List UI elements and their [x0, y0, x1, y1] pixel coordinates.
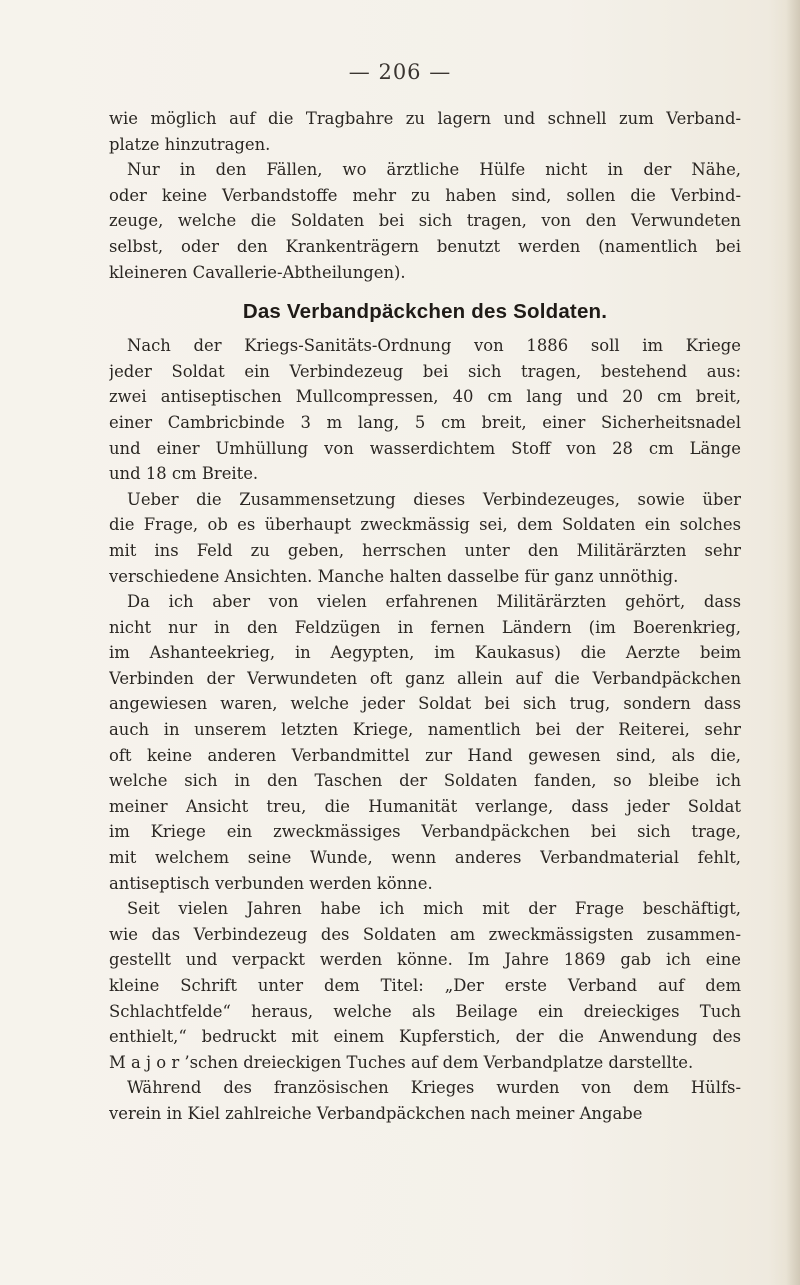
text-line: kleineren Cavallerie-Abtheilungen). — [109, 262, 406, 282]
text-line: gestellt und verpackt werden könne. Im Jahre 1869 gab ich eine — [109, 950, 741, 970]
text-line: die Frage, ob es überhaupt zweckmässig sei, dem Soldaten ein solches — [109, 515, 741, 535]
text-line: mit welchem seine Wunde, wenn anderes Verbandmaterial fehlt, — [109, 848, 741, 868]
text-line: und 18 cm Breite. — [109, 464, 259, 484]
text-line: nicht nur in den Feldzügen in fernen Ländern (im Boerenkrieg, — [109, 617, 741, 637]
text-line: oft keine anderen Verbandmittel zur Hand gewesen sind, als die, — [109, 745, 741, 765]
text-line: verein in Kiel zahlreiche Verbandpäckchen nach meiner Angabe — [109, 1103, 643, 1123]
text-line: kleine Schrift unter dem Titel: „Der erste Verband auf dem — [109, 976, 741, 995]
text-line: Da ich aber von vielen erfahrenen Militärärzten gehört, dass — [127, 592, 741, 612]
page-number: — 206 — — [348, 60, 452, 84]
text-line: Verbinden der Verwundeten oft ganz allein auf die Verbandpäckchen — [109, 668, 741, 688]
text-line: oder keine Verbandstoffe mehr zu haben sind, sollen die Verbind- — [109, 185, 741, 205]
text-line: im Ashanteekrieg, in Aegypten, im Kaukasus) die Aerzte beim — [109, 643, 741, 663]
text-line: im Kriege ein zweckmässiges Verbandpäckchen bei sich trage, — [109, 822, 741, 842]
text-line: Nur in den Fällen, wo ärztliche Hülfe nicht in der Nähe, — [127, 160, 741, 180]
body-text — [109, 106, 741, 1127]
text-line: selbst, oder den Krankenträgern benutzt werden (namentlich bei — [109, 236, 741, 256]
text-line: Während des französischen Krieges wurden von dem Hülfs- — [127, 1078, 741, 1098]
text-line: Schlachtfelde“ heraus, welche als Beilage ein dreieckiges Tuch — [109, 1001, 741, 1021]
text-line: M a j o r ’schen dreieckigen Tuches auf dem Verbandplatze darstellte. — [109, 1052, 694, 1072]
text-line: und einer Umhüllung von wasserdichtem Stoff von 28 cm Länge — [109, 438, 741, 458]
text-line: auch in unserem letzten Kriege, namentlich bei der Reiterei, sehr — [109, 720, 741, 740]
text-line: wie das Verbindezeug des Soldaten am zweckmässigsten zusammen- — [109, 924, 741, 944]
text-line: Ueber die Zusammensetzung dieses Verbindezeuges, sowie über — [127, 489, 741, 509]
text-line: meiner Ansicht treu, die Humanität verlange, dass jeder Soldat — [109, 796, 741, 816]
text-line: jeder Soldat ein Verbindezeug bei sich tragen, bestehend aus: — [109, 361, 741, 381]
text-line: mit ins Feld zu geben, herrschen unter den Militärärzten sehr — [109, 540, 741, 560]
text-line: wie möglich auf die Tragbahre zu lagern und schnell zum Verband- — [109, 109, 741, 128]
text-line: zwei antiseptischen Mullcompressen, 40 cm lang und 20 cm breit, — [109, 387, 741, 407]
page-edge-shadow — [786, 0, 800, 1285]
text-line: Seit vielen Jahren habe ich mich mit der Frage beschäftigt, — [127, 899, 741, 919]
text-line: verschiedene Ansichten. Manche halten dasselbe für ganz unnöthig. — [109, 566, 679, 586]
section-heading: Das Verbandpäckchen des Soldaten. — [242, 300, 608, 324]
text-line: Nach der Kriegs-Sanitäts-Ordnung von 1886 soll im Kriege — [127, 336, 741, 356]
text-line: welche sich in den Taschen der Soldaten fanden, so bleibe ich — [109, 771, 741, 791]
text-line: zeuge, welche die Soldaten bei sich tragen, von den Verwundeten — [109, 211, 741, 231]
text-line: einer Cambricbinde 3 m lang, 5 cm breit, einer Sicherheitsnadel — [109, 412, 741, 432]
text-line: antiseptisch verbunden werden könne. — [109, 873, 433, 893]
text-line: enthielt,“ bedruckt mit einem Kupferstich, der die Anwendung des — [109, 1027, 741, 1047]
text-line: angewiesen waren, welche jeder Soldat bei sich trug, sondern dass — [109, 694, 741, 714]
text-line: platze hinzutragen. — [109, 134, 271, 154]
